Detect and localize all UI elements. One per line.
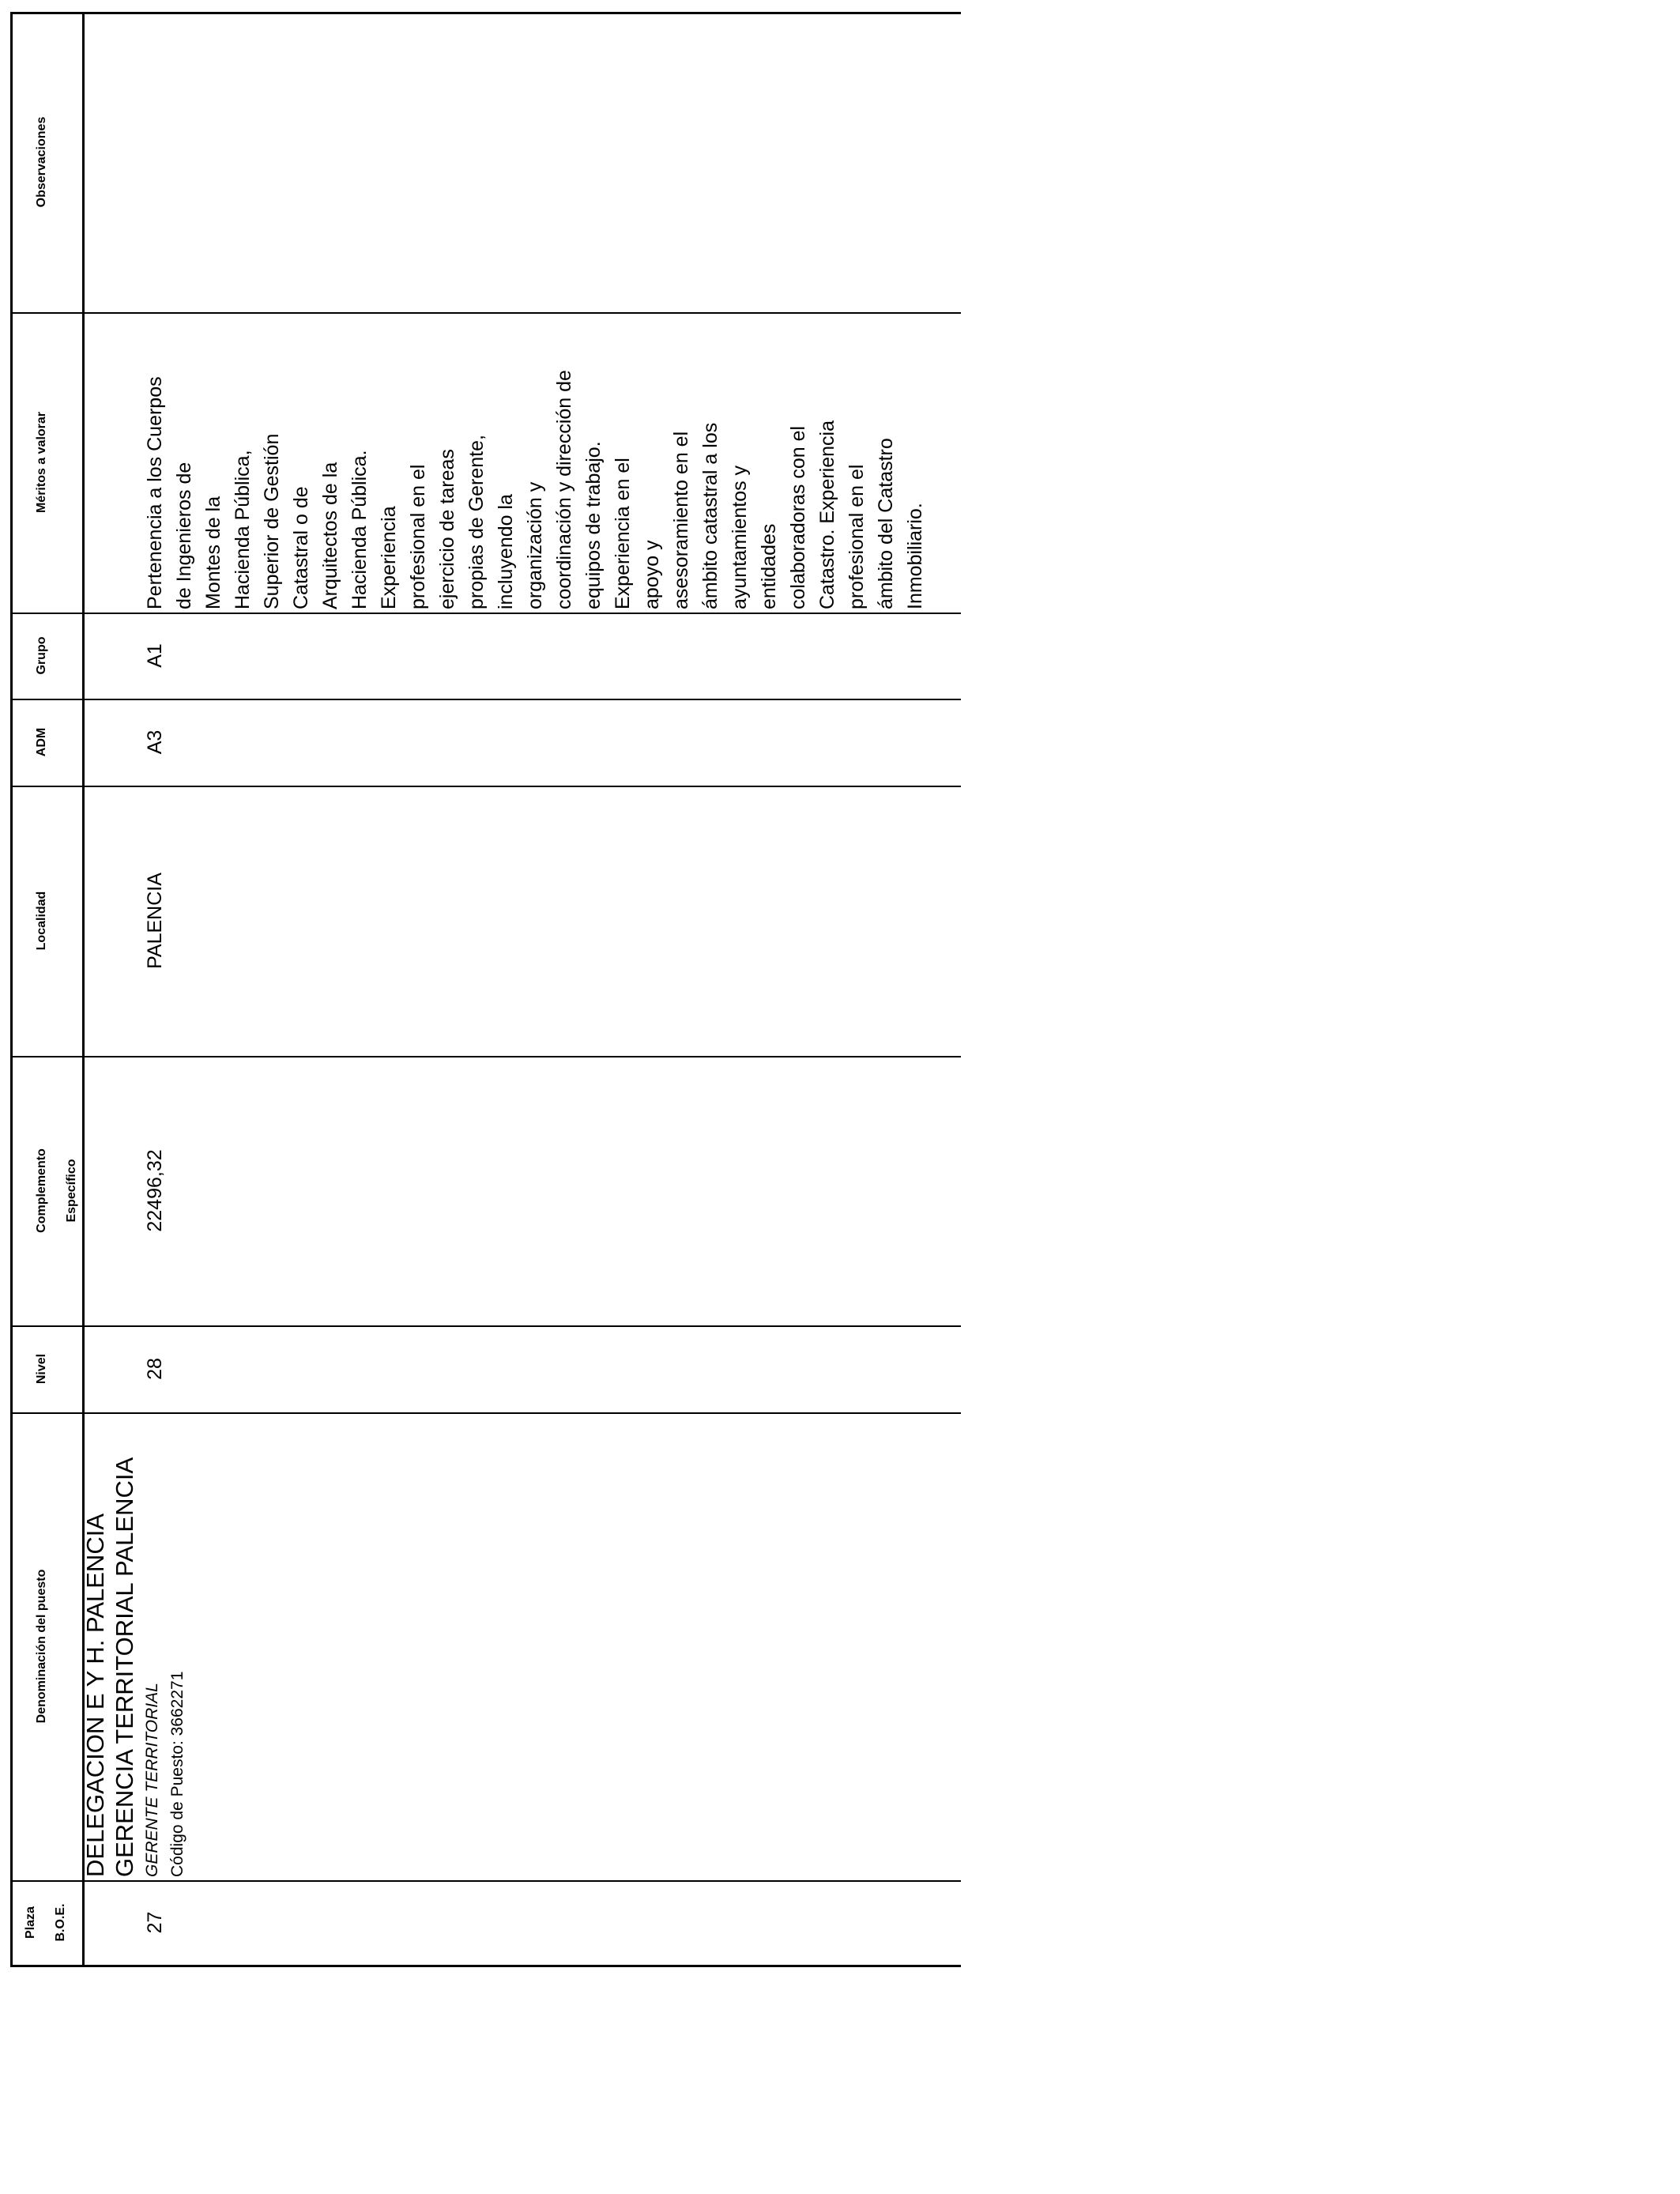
cell-nivel: 28: [144, 1358, 166, 1380]
meritos-line: Experiencia en el: [612, 458, 634, 609]
cell-adm: A3: [144, 729, 166, 755]
cell-denominacion: [81, 1409, 190, 1880]
meritos-line: coordinación y dirección de: [553, 370, 575, 609]
header-grupo: Grupo: [35, 636, 48, 675]
meritos-line: colaboradoras con el: [787, 425, 809, 609]
denominacion-unit: DELEGACION E Y H. PALENCIA: [81, 1514, 109, 1877]
cell-localidad: PALENCIA: [144, 873, 166, 969]
header-denominacion: Denominación del puesto: [35, 1569, 48, 1724]
header-meritos: Méritos a valorar: [35, 411, 48, 514]
meritos-line: Pertenencia a los Cuerpos: [144, 376, 166, 609]
header-complemento: Complemento Específico: [35, 1148, 78, 1233]
header-adm: ADM: [35, 727, 48, 757]
table-border-left: [10, 12, 13, 1967]
table-border-bottom: [10, 1965, 961, 1967]
header-localidad: Localidad: [35, 891, 48, 951]
denominacion-subunit: GERENCIA TERRITORIAL PALENCIA: [111, 1457, 138, 1877]
meritos-line: ámbito del Catastro: [875, 438, 897, 609]
meritos-line: Hacienda Pública.: [348, 450, 371, 609]
meritos-text: [141, 309, 930, 609]
denominacion-position: GERENTE TERRITORIAL: [143, 1683, 161, 1877]
meritos-line: ámbito catastral a los: [699, 422, 721, 609]
denominacion-code: Código de Puesto: 3662271: [168, 1671, 186, 1877]
meritos-line: ayuntamientos y: [729, 465, 751, 609]
meritos-line: de Ingenieros de: [173, 462, 195, 609]
meritos-line: Hacienda Pública,: [232, 450, 254, 609]
meritos-line: incluyendo la: [495, 494, 517, 609]
header-nivel: Nivel: [35, 1353, 48, 1385]
meritos-line: organización y: [524, 481, 546, 609]
meritos-line: Superior de Gestión: [261, 433, 283, 609]
meritos-line: apoyo y: [641, 540, 663, 609]
cell-plaza: 27: [144, 1911, 166, 1934]
cell-grupo: A1: [144, 643, 166, 668]
header-observaciones: Observaciones: [35, 116, 48, 208]
meritos-line: equipos de trabajo.: [582, 441, 605, 609]
meritos-line: Catastral o de: [290, 486, 312, 609]
meritos-line: profesional en el: [846, 464, 868, 609]
table-border-top: [10, 12, 961, 14]
meritos-line: Catastro. Experiencia: [816, 420, 838, 609]
meritos-line: asesoramiento en el: [670, 431, 692, 609]
meritos-line: entidades: [758, 523, 780, 609]
cell-complemento: 22496,32: [144, 1149, 166, 1232]
meritos-line: profesional en el: [407, 464, 429, 609]
meritos-line: propias de Gerente,: [465, 435, 488, 609]
meritos-line: Experiencia: [378, 506, 400, 609]
meritos-line: Inmobiliario.: [904, 503, 926, 609]
meritos-line: ejercicio de tareas: [436, 449, 458, 609]
cell-meritos: [141, 309, 930, 613]
meritos-line: Arquitectos de la: [319, 462, 341, 609]
meritos-line: Montes de la: [202, 496, 224, 609]
header-plaza: Plaza B.O.E.: [24, 1903, 67, 1942]
